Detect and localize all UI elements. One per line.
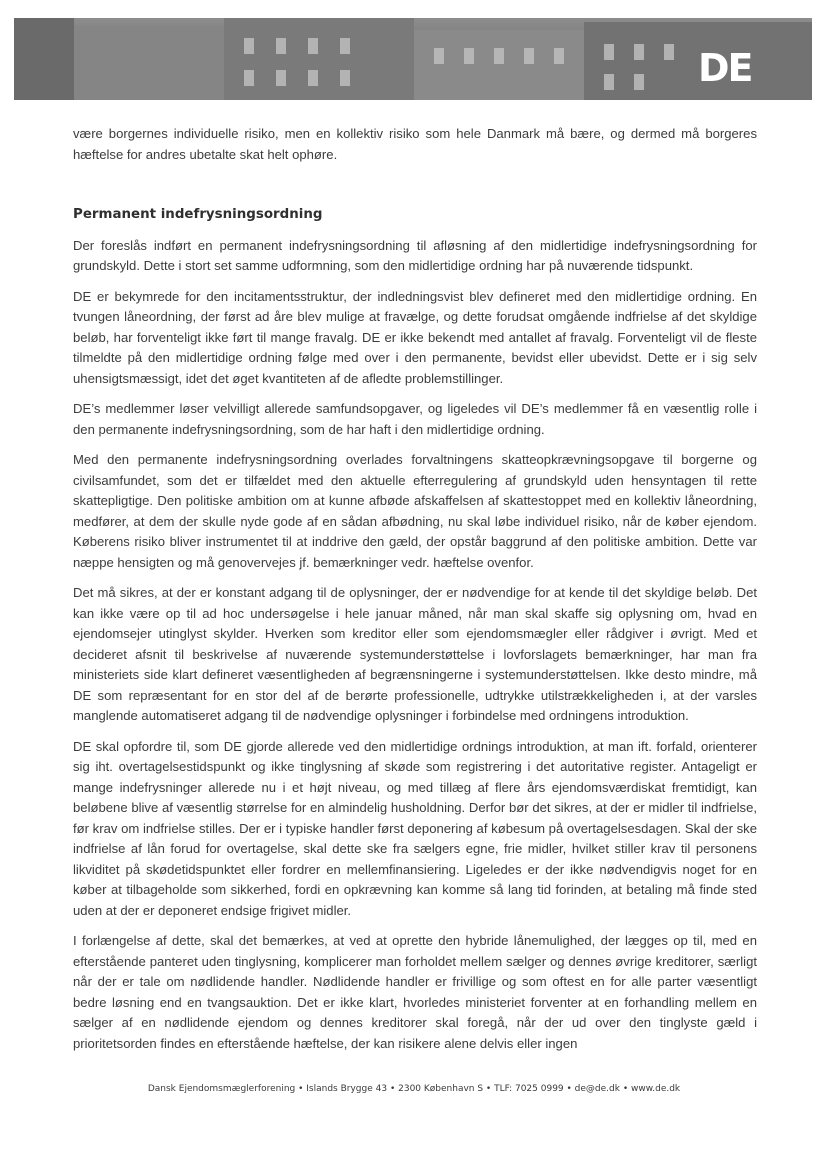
document-body	[73, 124, 757, 1064]
page-footer: Dansk Ejendomsmæglerforening • Islands Brygge 43 • 2300 København S • TLF: 7025 0999 • de@de.dk • www.de.dk	[147, 1084, 681, 1094]
paragraph: DE skal opfordre til, som DE gjorde allerede ved den midlertidige ordnings introduktion, at man ift. forfald, orienterer sig iht. overtagelsestidspunkt og ikke tinglysning af skøde som registrering i det autoritative register. Antageligt er mange indefrysninger allerede nu i et højt niveau, og med tillæg af flere års ejendomsværdiskat fremtidigt, kan beløbene blive af væsentlig størrelse for en almindelig husholdning. Derfor bør det sikres, at der er midler til indfrielse, før krav om indfrielse stilles. Der er i typiske handler først deponering af købesum på overtagelsesdagen. Skal der ske indfrielse af lån forud for overtagelse, skal dette ske fra sælgers egne, frie midler, hvilket stiller krav til personens likviditet på skødetidspunktet eller fordrer en mellemfinansiering. Ligeledes er der ikke nødvendigvis noget for en køber at tilbageholde som sikkerhed, fordi en opkrævning kan komme så lang tid forinden, at betaling må finde sted uden at der er deponeret endsige frigivet midler.	[73, 738, 757, 918]
paragraph: DE’s medlemmer løser velvilligt allerede samfundsopgaver, og ligeledes vil DE’s medlemmer få en væsentlig rolle i den permanente indefrysningsordning, som de har haft i den midlertidige ordning.	[73, 401, 757, 437]
paragraph: Med den permanente indefrysningsordning overlades forvaltningens skatteopkrævningsopgave til borgerne og civilsamfundet, som det er tilfældet med den aktuelle efterregulering af grundskyld uden hensyntagen til rette skattepligtige. Den politiske ambition om at kunne afbøde afskaffelsen af skattestoppet med en kollektiv låneordning, medfører, at dem der skulle nyde gode af en sådan afbødning, nu skal løbe individuel risiko, når de køber ejendom. Køberens risiko bliver instrumentet til at inddrive den gæld, der opstår baggrund af den politiske ambition. Dette var næppe hensigten og må genovervejes jf. bemærkninger vedr. hæftelse ovenfor.	[73, 452, 757, 570]
paragraph: DE er bekymrede for den incitamentsstruktur, der indledningsvist blev defineret med den midlertidige ordning. En tvungen låneordning, der først ad åre blev mulige at fravælge, og dette forudsat omgående indfrielse af det skyldige beløb, har forventeligt ikke ført til mange fravalg. DE er ikke bekendt med antallet af fravalg. Forventeligt vil de fleste tilmeldte på den midlertidige ordning følge med over i den permanente, bevidst eller ubevidst. Dette er i sig selv uhensigtsmæssigt, idet det øget kvantiteten af de afledte problemstillinger.	[73, 288, 757, 386]
paragraph: I forlængelse af dette, skal det bemærkes, at ved at oprette den hybride lånemulighed, der lægges op til, med en efterstående panteret uden tinglysning, komplicerer man forholdet mellem sælger og dennes øvrige kreditorer, særligt når der er tale om nødlidende handler. Nødlidende handler er frivillige og som oftest en for alle parter væsentligt bedre løsning end en tvangsauktion. Det er ikke klart, hvorledes ministeriet forventer at en forhandling mellem en sælger af en nødlidende ejendom og dennes kreditorer skal foregå, når der ud over den tinglyste gæld i prioritetsorden findes en efterstående hæftelse, der kan risikere alene delvis eller ingen	[73, 933, 757, 1051]
paragraph: Der foreslås indført en permanent indefrysningsordning til afløsning af den midlertidige indefrysningsordning for grundskyld. Dette i stort set samme udformning, som den midlertidige ordning har på nuværende tidspunkt.	[73, 237, 757, 273]
paragraph-continued: være borgernes individuelle risiko, men en kollektiv risiko som hele Danmark må bære, og dermed må borgeres hæftelse for andres ubetalte skat helt ophøre.	[73, 126, 757, 162]
section-heading: Permanent indefrysningsordning	[73, 207, 323, 222]
header-banner-image	[14, 18, 812, 100]
paragraph: Det må sikres, at der er konstant adgang til de oplysninger, der er nødvendige for at kende til det skyldige beløb. Det kan ikke være op til ad hoc undersøgelse i hele januar måned, når man skal skaffe sig oplysning om, hvad en ejendomsejer utinglyst skylder. Hverken som kreditor eller som ejendomsmægler eller rådgiver i øvrigt. Med et decideret afsnit til beskrivelse af nuværende systemunderstøttelse i lovforslagets bemærkninger, har man fra ministeriets side klart defineret væsentligheden af begrænsningerne i systemunderstøttelsen. Ikke desto mindre, må DE som repræsentant for en stor del af de berørte professionelle, udtrykke utilstrækkeligheden i, at der varsles manglende automatiseret adgang til de nødvendige oplysninger i forbindelse med ordningens introduktion.	[73, 585, 757, 723]
de-logo: DE	[698, 46, 752, 90]
